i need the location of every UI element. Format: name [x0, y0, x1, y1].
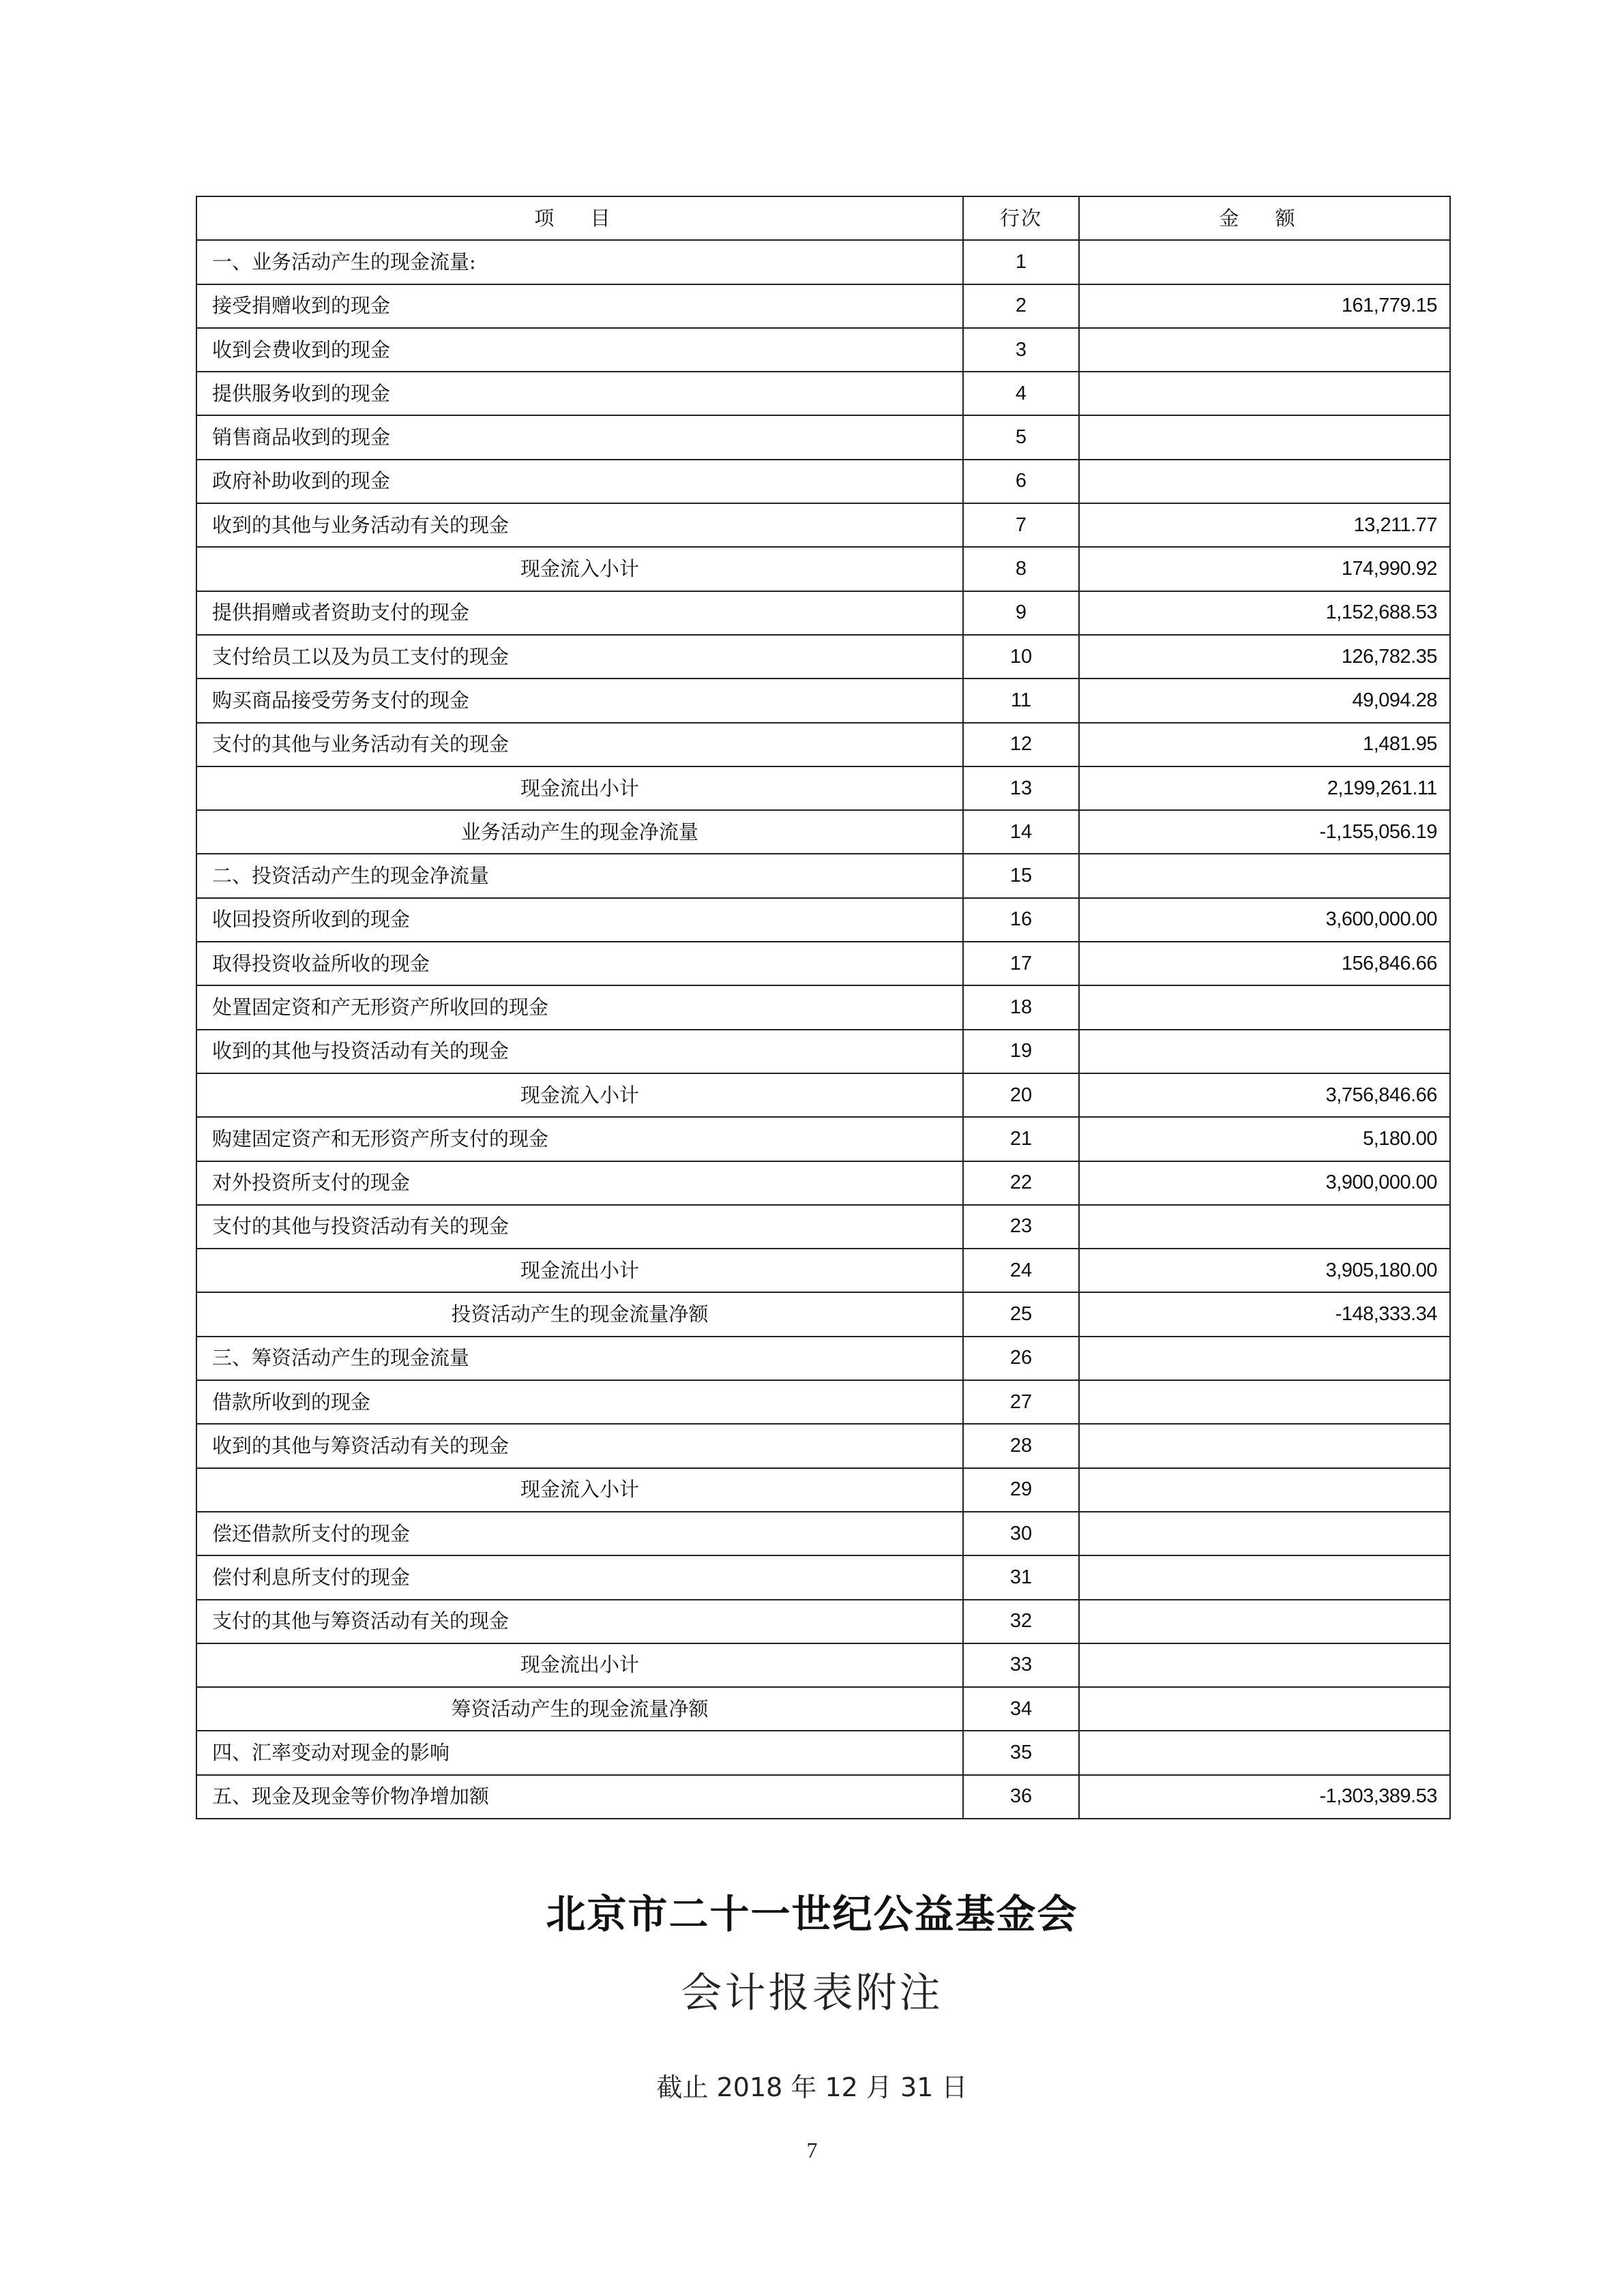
row-item-label: 收到的其他与业务活动有关的现金	[196, 503, 963, 547]
row-item-label: 现金流出小计	[196, 1643, 963, 1687]
row-number: 20	[963, 1073, 1079, 1117]
row-item-label: 对外投资所支付的现金	[196, 1161, 963, 1205]
row-number: 21	[963, 1117, 1079, 1161]
row-number: 2	[963, 284, 1079, 328]
row-number: 14	[963, 810, 1079, 854]
table-row	[196, 985, 1450, 1029]
row-amount	[1079, 1380, 1450, 1424]
organization-title: 北京市二十一世纪公益基金会	[546, 1891, 1078, 1937]
row-item-label: 现金流入小计	[196, 1073, 963, 1117]
row-amount	[1079, 1337, 1450, 1380]
row-item-label: 提供捐赠或者资助支付的现金	[196, 591, 963, 635]
row-item-label: 支付给员工以及为员工支付的现金	[196, 635, 963, 679]
row-number: 23	[963, 1205, 1079, 1249]
table-row	[196, 1555, 1450, 1599]
row-number: 10	[963, 635, 1079, 679]
table-row	[196, 328, 1450, 372]
row-number: 24	[963, 1249, 1079, 1292]
row-amount: -1,303,389.53	[1079, 1775, 1450, 1819]
row-item-label: 现金流入小计	[196, 1468, 963, 1512]
row-number: 5	[963, 415, 1079, 459]
row-number: 26	[963, 1337, 1079, 1380]
row-number: 19	[963, 1030, 1079, 1073]
row-amount: 3,900,000.00	[1079, 1161, 1450, 1205]
table-row	[196, 854, 1450, 897]
row-amount	[1079, 1687, 1450, 1731]
row-number: 31	[963, 1555, 1079, 1599]
table-body	[196, 240, 1450, 1819]
table-row	[196, 415, 1450, 459]
table-row	[196, 1030, 1450, 1073]
table-row	[196, 1643, 1450, 1687]
row-amount	[1079, 1205, 1450, 1249]
table-row	[196, 635, 1450, 679]
row-item-label: 四、汇率变动对现金的影响	[196, 1731, 963, 1774]
row-amount	[1079, 1468, 1450, 1512]
cash-flow-table	[196, 196, 1451, 1819]
row-number: 4	[963, 372, 1079, 415]
row-amount: 156,846.66	[1079, 942, 1450, 985]
table-row	[196, 1468, 1450, 1512]
row-item-label: 收到的其他与投资活动有关的现金	[196, 1030, 963, 1073]
row-amount: 1,481.95	[1079, 723, 1450, 766]
table-row	[196, 766, 1450, 810]
row-item-label: 政府补助收到的现金	[196, 460, 963, 503]
table-row	[196, 898, 1450, 942]
row-item-label: 三、筹资活动产生的现金流量	[196, 1337, 963, 1380]
table-row	[196, 942, 1450, 985]
row-item-label: 五、现金及现金等价物净增加额	[196, 1775, 963, 1819]
row-item-label: 收到的其他与筹资活动有关的现金	[196, 1424, 963, 1467]
row-number: 25	[963, 1292, 1079, 1336]
row-amount	[1079, 1512, 1450, 1555]
row-amount	[1079, 1555, 1450, 1599]
row-item-label: 收回投资所收到的现金	[196, 898, 963, 942]
row-number: 36	[963, 1775, 1079, 1819]
row-number: 3	[963, 328, 1079, 372]
row-amount: 49,094.28	[1079, 679, 1450, 722]
row-number: 11	[963, 679, 1079, 722]
row-item-label: 购建固定资产和无形资产所支付的现金	[196, 1117, 963, 1161]
row-item-label: 支付的其他与筹资活动有关的现金	[196, 1600, 963, 1643]
header-amount: 金 额	[1079, 196, 1450, 240]
row-item-label: 支付的其他与投资活动有关的现金	[196, 1205, 963, 1249]
row-amount: 126,782.35	[1079, 635, 1450, 679]
row-item-label: 现金流入小计	[196, 547, 963, 591]
table-row	[196, 1731, 1450, 1774]
row-amount: -1,155,056.19	[1079, 810, 1450, 854]
row-amount: 3,905,180.00	[1079, 1249, 1450, 1292]
table-row	[196, 372, 1450, 415]
row-number: 15	[963, 854, 1079, 897]
table-row	[196, 1337, 1450, 1380]
row-item-label: 购买商品接受劳务支付的现金	[196, 679, 963, 722]
row-amount	[1079, 1600, 1450, 1643]
table-row	[196, 723, 1450, 766]
row-number: 34	[963, 1687, 1079, 1731]
row-amount: 3,600,000.00	[1079, 898, 1450, 942]
row-amount: 1,152,688.53	[1079, 591, 1450, 635]
table-row	[196, 1073, 1450, 1117]
row-item-label: 取得投资收益所收的现金	[196, 942, 963, 985]
table-row	[196, 240, 1450, 284]
row-amount	[1079, 985, 1450, 1029]
row-number: 33	[963, 1643, 1079, 1687]
row-item-label: 现金流出小计	[196, 1249, 963, 1292]
row-item-label: 处置固定资和产无形资产所收回的现金	[196, 985, 963, 1029]
row-number: 7	[963, 503, 1079, 547]
row-amount	[1079, 1643, 1450, 1687]
table-header-row	[196, 196, 1450, 240]
row-number: 27	[963, 1380, 1079, 1424]
row-number: 32	[963, 1600, 1079, 1643]
table-row	[196, 503, 1450, 547]
table-row	[196, 547, 1450, 591]
row-number: 29	[963, 1468, 1079, 1512]
row-amount	[1079, 1030, 1450, 1073]
row-number: 18	[963, 985, 1079, 1029]
document-date: 截止 2018 年 12 月 31 日	[656, 2072, 968, 2102]
row-number: 16	[963, 898, 1079, 942]
table-row	[196, 1249, 1450, 1292]
row-item-label: 筹资活动产生的现金流量净额	[196, 1687, 963, 1731]
row-amount: -148,333.34	[1079, 1292, 1450, 1336]
table-row	[196, 1292, 1450, 1336]
row-amount: 5,180.00	[1079, 1117, 1450, 1161]
row-amount	[1079, 1731, 1450, 1774]
table-row	[196, 1205, 1450, 1249]
row-amount	[1079, 854, 1450, 897]
table-row	[196, 1161, 1450, 1205]
row-item-label: 销售商品收到的现金	[196, 415, 963, 459]
table-row	[196, 1512, 1450, 1555]
row-amount	[1079, 328, 1450, 372]
row-item-label: 偿付利息所支付的现金	[196, 1555, 963, 1599]
header-item: 项 目	[196, 196, 963, 240]
row-item-label: 借款所收到的现金	[196, 1380, 963, 1424]
row-amount	[1079, 372, 1450, 415]
table-row	[196, 810, 1450, 854]
row-number: 8	[963, 547, 1079, 591]
row-amount: 3,756,846.66	[1079, 1073, 1450, 1117]
table-row	[196, 1424, 1450, 1467]
header-row-number: 行次	[963, 196, 1079, 240]
table-row	[196, 284, 1450, 328]
row-number: 13	[963, 766, 1079, 810]
row-item-label: 二、投资活动产生的现金净流量	[196, 854, 963, 897]
row-number: 28	[963, 1424, 1079, 1467]
row-item-label: 业务活动产生的现金净流量	[196, 810, 963, 854]
table-row	[196, 460, 1450, 503]
row-item-label: 收到会费收到的现金	[196, 328, 963, 372]
row-item-label: 提供服务收到的现金	[196, 372, 963, 415]
row-item-label: 接受捐赠收到的现金	[196, 284, 963, 328]
row-amount: 161,779.15	[1079, 284, 1450, 328]
document-title: 会计报表附注	[681, 1969, 943, 2017]
row-number: 1	[963, 240, 1079, 284]
table-row	[196, 1775, 1450, 1819]
page-number: 7	[806, 2138, 818, 2162]
row-amount	[1079, 240, 1450, 284]
row-number: 12	[963, 723, 1079, 766]
row-number: 6	[963, 460, 1079, 503]
row-number: 30	[963, 1512, 1079, 1555]
row-number: 35	[963, 1731, 1079, 1774]
row-item-label: 一、业务活动产生的现金流量:	[196, 240, 963, 284]
table-row	[196, 1117, 1450, 1161]
table-row	[196, 591, 1450, 635]
row-amount	[1079, 1424, 1450, 1467]
table-row	[196, 1600, 1450, 1643]
row-number: 9	[963, 591, 1079, 635]
row-number: 22	[963, 1161, 1079, 1205]
table-row	[196, 1380, 1450, 1424]
row-number: 17	[963, 942, 1079, 985]
row-item-label: 支付的其他与业务活动有关的现金	[196, 723, 963, 766]
row-item-label: 投资活动产生的现金流量净额	[196, 1292, 963, 1336]
row-amount: 13,211.77	[1079, 503, 1450, 547]
row-item-label: 现金流出小计	[196, 766, 963, 810]
row-amount: 174,990.92	[1079, 547, 1450, 591]
table-row	[196, 1687, 1450, 1731]
row-amount	[1079, 415, 1450, 459]
table-row	[196, 679, 1450, 722]
row-item-label: 偿还借款所支付的现金	[196, 1512, 963, 1555]
row-amount	[1079, 460, 1450, 503]
row-amount: 2,199,261.11	[1079, 766, 1450, 810]
